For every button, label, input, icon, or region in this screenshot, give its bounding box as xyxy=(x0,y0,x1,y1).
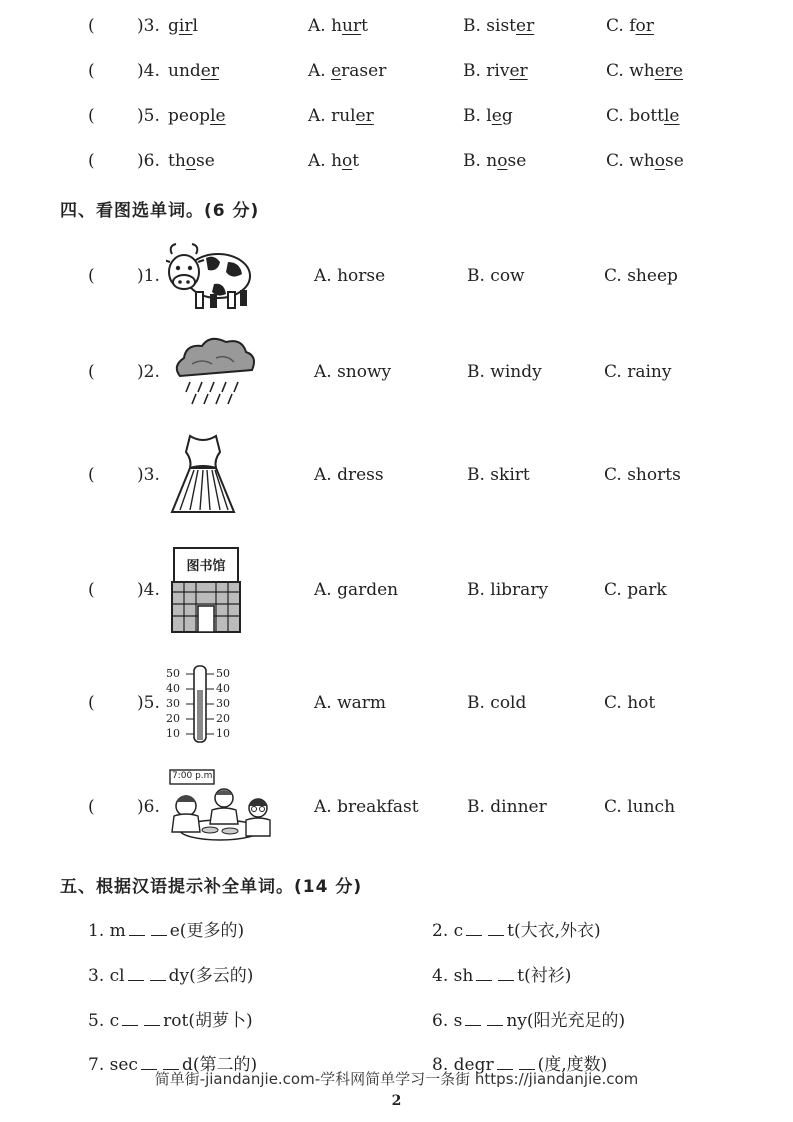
option-a xyxy=(308,106,374,126)
fill-item-prefix: 6. s xyxy=(432,1011,463,1031)
option-a-part: t xyxy=(352,151,360,171)
option-c-underlined-part: o xyxy=(654,151,665,171)
question-number: )6. xyxy=(137,151,160,171)
option-a-part: A. h xyxy=(308,151,343,171)
option-c-part: se xyxy=(664,151,684,171)
answer-paren[interactable]: ( xyxy=(88,151,95,171)
fill-item-prefix: 1. m xyxy=(88,921,126,941)
option-b xyxy=(463,151,526,171)
dinner-picture xyxy=(168,768,272,846)
thermometer-mark-label: 20 xyxy=(216,712,230,725)
fill-item xyxy=(432,961,571,986)
option-a-part: raser xyxy=(341,61,387,81)
option-a: A. snowy xyxy=(314,362,392,382)
question-number: )5. xyxy=(137,106,160,126)
fill-item-suffix: (度,度数) xyxy=(537,1055,608,1075)
blank-line[interactable] xyxy=(466,921,482,936)
question-number: )2. xyxy=(137,362,160,382)
option-c-part: C. bott xyxy=(606,106,664,126)
blank-line[interactable] xyxy=(144,1011,160,1026)
thermometer-mark-label: 10 xyxy=(216,727,230,740)
question-word xyxy=(168,106,226,126)
option-b-part: B. l xyxy=(463,106,492,126)
option-b xyxy=(463,106,513,126)
fill-item xyxy=(88,916,244,941)
option-c-underlined-part: ere xyxy=(654,61,683,81)
blank-line[interactable] xyxy=(151,921,167,936)
question-word-part: peop xyxy=(168,106,211,126)
fill-item xyxy=(432,916,601,941)
blank-line[interactable] xyxy=(128,966,144,981)
blank-line[interactable] xyxy=(487,1011,503,1026)
question-word xyxy=(168,16,198,36)
fill-item-suffix: e(更多的) xyxy=(169,921,245,941)
blank-line[interactable] xyxy=(498,966,514,981)
fill-item xyxy=(88,1006,253,1031)
footer-watermark: 简单街-jiandanjie.com-学科网简单学习一条街 https://jiandanjie.com xyxy=(154,1070,639,1088)
option-c xyxy=(606,106,680,126)
option-c xyxy=(606,151,684,171)
option-c: C. park xyxy=(604,580,667,600)
option-a-underlined-part: e xyxy=(331,61,342,81)
cow-picture xyxy=(166,240,252,312)
question-word xyxy=(168,61,219,81)
option-c: C. rainy xyxy=(604,362,672,382)
fill-item-prefix: 5. c xyxy=(88,1011,120,1031)
option-b xyxy=(463,61,528,81)
dress-picture xyxy=(170,432,236,516)
option-b-part: g xyxy=(501,106,513,126)
library-sign-text: 图书馆 xyxy=(186,559,226,574)
fill-item-suffix: t(衬衫) xyxy=(517,966,572,986)
option-c-part: C. wh xyxy=(606,151,655,171)
thermometer-mark-label: 30 xyxy=(166,697,180,710)
option-c-part: C. f xyxy=(606,16,636,36)
option-a xyxy=(308,16,368,36)
question-word-underlined-part: o xyxy=(185,151,197,171)
answer-paren[interactable]: ( xyxy=(88,266,95,286)
answer-paren[interactable]: ( xyxy=(88,580,95,600)
question-word-part: g xyxy=(168,16,179,36)
option-a: A. garden xyxy=(314,580,399,600)
option-b: B. skirt xyxy=(467,465,530,485)
question-word-part: l xyxy=(192,16,198,36)
question-number: )4. xyxy=(137,61,160,81)
option-c: C. shorts xyxy=(604,465,681,485)
rain-cloud-picture xyxy=(170,336,260,408)
question-number: )3. xyxy=(137,16,160,36)
option-a-part: t xyxy=(361,16,368,36)
option-a xyxy=(308,61,386,81)
fill-item-prefix: 7. sec xyxy=(88,1055,138,1075)
fill-item-prefix: 3. cl xyxy=(88,966,125,986)
page-number: 2 xyxy=(391,1093,402,1109)
fill-item-suffix: dy(多云的) xyxy=(168,966,254,986)
answer-paren[interactable]: ( xyxy=(88,797,95,817)
option-a-underlined-part: er xyxy=(355,106,374,126)
option-c-underlined-part: or xyxy=(635,16,654,36)
option-c: C. hot xyxy=(604,693,656,713)
option-a-part: A. h xyxy=(308,16,343,36)
option-b: B. windy xyxy=(467,362,542,382)
blank-line[interactable] xyxy=(465,1011,481,1026)
question-word-underlined-part: ir xyxy=(178,16,193,36)
option-a-part: A. rul xyxy=(308,106,356,126)
question-number: )4. xyxy=(137,580,160,600)
thermometer-mark-label: 10 xyxy=(166,727,180,740)
question-number: )5. xyxy=(137,693,160,713)
option-b-underlined-part: o xyxy=(497,151,508,171)
fill-item-prefix: 4. sh xyxy=(432,966,474,986)
option-c-underlined-part: le xyxy=(664,106,680,126)
fill-item-suffix: ny(阳光充足的) xyxy=(506,1011,626,1031)
option-c: C. sheep xyxy=(604,266,678,286)
option-b: B. library xyxy=(467,580,549,600)
question-word-underlined-part: er xyxy=(200,61,219,81)
option-c xyxy=(606,16,654,36)
option-b-underlined-part: er xyxy=(516,16,535,36)
option-a xyxy=(308,151,359,171)
fill-item-suffix: rot(胡萝卜) xyxy=(163,1011,253,1031)
blank-line[interactable] xyxy=(122,1011,138,1026)
option-b-part: B. riv xyxy=(463,61,510,81)
fill-item xyxy=(88,961,253,986)
answer-paren[interactable]: ( xyxy=(88,465,95,485)
question-word-part: se xyxy=(196,151,215,171)
fill-item xyxy=(432,1006,625,1031)
thermometer-mark-label: 50 xyxy=(216,667,230,680)
option-a-part: A. xyxy=(308,61,332,81)
answer-paren[interactable]: ( xyxy=(88,61,95,81)
option-b: B. cow xyxy=(467,266,525,286)
option-c-part: C. wh xyxy=(606,61,655,81)
option-a: A. horse xyxy=(314,266,386,286)
option-b-part: B. n xyxy=(463,151,498,171)
question-word-underlined-part: le xyxy=(210,106,226,126)
question-word xyxy=(168,151,215,171)
option-c xyxy=(606,61,683,81)
blank-line[interactable] xyxy=(150,966,166,981)
blank-line[interactable] xyxy=(129,921,145,936)
option-b-underlined-part: er xyxy=(509,61,528,81)
option-b: B. dinner xyxy=(467,797,547,817)
answer-paren[interactable]: ( xyxy=(88,16,95,36)
answer-paren[interactable]: ( xyxy=(88,106,95,126)
time-sign-text: 7:00 p.m. xyxy=(172,771,216,781)
option-a: A. breakfast xyxy=(314,797,419,817)
thermometer-mark-label: 20 xyxy=(166,712,180,725)
thermometer-mark-label: 30 xyxy=(216,697,230,710)
question-word-part: th xyxy=(168,151,186,171)
answer-paren[interactable]: ( xyxy=(88,362,95,382)
question-number: )1. xyxy=(137,266,160,286)
question-word-part: und xyxy=(168,61,201,81)
thermometer-mark-label: 40 xyxy=(216,682,230,695)
fill-item-prefix: 2. c xyxy=(432,921,464,941)
option-b-part: B. sist xyxy=(463,16,517,36)
answer-paren[interactable]: ( xyxy=(88,693,95,713)
section-5-title: 五、根据汉语提示补全单词。(14 分) xyxy=(60,877,363,897)
option-a-underlined-part: ur xyxy=(342,16,362,36)
thermometer-picture xyxy=(164,664,244,744)
option-b-part: se xyxy=(507,151,527,171)
fill-item-suffix: t(大衣,外衣) xyxy=(507,921,601,941)
fill-item-suffix: d(第二的) xyxy=(181,1055,258,1075)
thermometer-mark-label: 50 xyxy=(166,667,180,680)
option-a: A. warm xyxy=(314,693,387,713)
option-a-underlined-part: o xyxy=(342,151,353,171)
option-b: B. cold xyxy=(467,693,527,713)
blank-line[interactable] xyxy=(476,966,492,981)
option-b-underlined-part: e xyxy=(491,106,502,126)
option-c: C. lunch xyxy=(604,797,676,817)
option-b xyxy=(463,16,534,36)
question-number: )3. xyxy=(137,465,160,485)
blank-line[interactable] xyxy=(488,921,504,936)
question-number: )6. xyxy=(137,797,160,817)
fill-item-prefix: 8. degr xyxy=(432,1055,494,1075)
option-a: A. dress xyxy=(314,465,384,485)
library-picture xyxy=(170,546,242,634)
thermometer-mark-label: 40 xyxy=(166,682,180,695)
section-4-title: 四、看图选单词。(6 分) xyxy=(60,201,260,221)
